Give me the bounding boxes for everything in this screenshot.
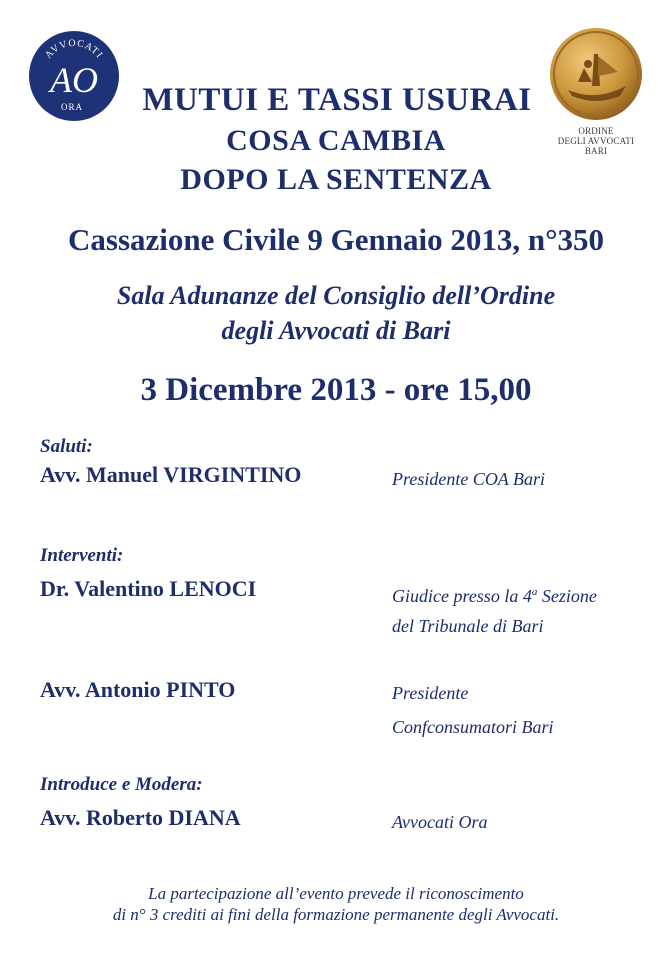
moderator-name: Avv. Roberto DIANA xyxy=(40,805,241,830)
saluti-role: Presidente COA Bari xyxy=(392,469,545,489)
speaker2-name: Avv. Antonio PINTO xyxy=(40,677,236,702)
ao-monogram: AO xyxy=(50,60,98,100)
title-line3: DOPO LA SENTENZA xyxy=(180,163,492,196)
saluti-label: Saluti: xyxy=(40,436,93,457)
speaker1-role-line1: Giudice presso la 4$^a$ Sezione xyxy=(392,586,597,606)
svg-text:AVVOCATI: AVVOCATI xyxy=(43,37,105,61)
ordine-caption-line3: BARI xyxy=(584,146,608,156)
saluti-name: Avv. Manuel VIRGINTINO xyxy=(40,462,302,487)
footer-line1: La partecipazione all’evento prevede il riconoscimento xyxy=(148,884,524,903)
venue-line1: Sala Adunanze del Consiglio dell’Ordine xyxy=(116,281,556,310)
speaker2-role-line2: Confconsumatori Bari xyxy=(392,717,554,737)
footer-line2: di n° 3 crediti ai fini della formazione permanente degli Avvocati. xyxy=(112,905,560,924)
moderator-label: Introduce e Modera: xyxy=(40,774,203,795)
sentence-reference: Cassazione Civile 9 Gennaio 2013, n°350 xyxy=(68,222,604,257)
ora-text: ORA xyxy=(60,102,84,112)
speaker2-role-line1: Presidente xyxy=(392,683,469,703)
title-line2: COSA CAMBIA xyxy=(226,124,446,157)
interventi-label: Interventi: xyxy=(40,545,124,566)
moderator-role: Avvocati Ora xyxy=(392,812,488,832)
ordine-caption-line2: DEGLI AVVOCATI xyxy=(557,136,635,146)
title-line1: MUTUI E TASSI USURAI xyxy=(142,82,532,118)
event-date: 3 Dicembre 2013 - ore 15,00 xyxy=(140,372,532,408)
venue-line2: degli Avvocati di Bari xyxy=(221,316,451,345)
ordine-caption-line1: ORDINE xyxy=(578,126,614,136)
speaker1-role-line2: del Tribunale di Bari xyxy=(392,616,544,636)
speaker1-name: Dr. Valentino LENOCI xyxy=(40,576,257,601)
